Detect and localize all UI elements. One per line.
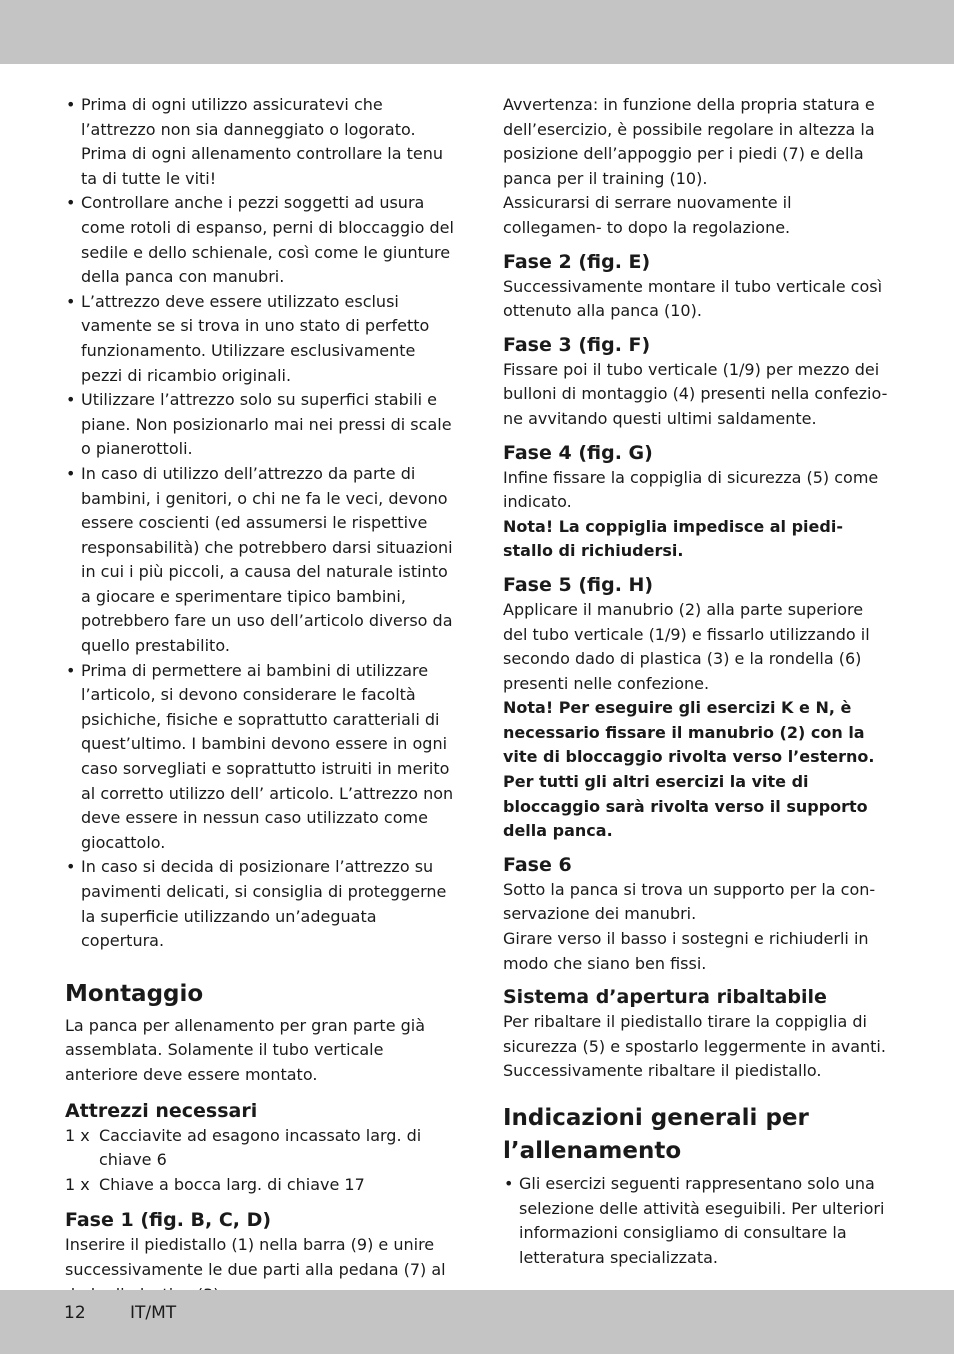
left-column bbox=[65, 93, 455, 1307]
fase6-text-2: Girare verso il basso i sostegni e richiuderli in modo che siano ben fissi. bbox=[503, 929, 869, 973]
language-code: IT/MT bbox=[130, 1303, 177, 1323]
fase6-heading: Fase 6 bbox=[503, 853, 572, 876]
list-item: • Gli esercizi seguenti rappresentano solo una selezione delle attività eseguibili. Per ulteriori informazioni consigliamo di consultare la letteratura specializzata. bbox=[503, 1172, 888, 1270]
header-band bbox=[0, 0, 954, 64]
tools-list bbox=[65, 1124, 455, 1198]
tool-text: Cacciavite ad esagono incassato larg. di chiave 6 bbox=[99, 1125, 422, 1170]
fase4-note: Nota! La coppiglia impedisce al piedi- stallo di richiudersi. bbox=[503, 516, 843, 561]
tool-qty: 1 x bbox=[65, 1174, 90, 1194]
indicazioni-heading: Indicazioni generali per l’allenamento bbox=[503, 1105, 809, 1164]
safety-bullets bbox=[65, 93, 455, 954]
tool-text: Chiave a bocca larg. di chiave 17 bbox=[99, 1174, 365, 1194]
warning-text: Avvertenza: in funzione della propria statura e dell’esercizio, è possibile regolare in altezza la posizione dell’appoggio per i piedi (7) e della panca per il training (10). bbox=[503, 95, 875, 188]
list-item: • Prima di permettere ai bambini di utilizzare l’articolo, si devono considerare le facoltà psichiche, fisiche e soprattutto caratteriali di quest’ultimo. I bambini devono essere in ogni caso sorvegliati e soprattutto istruiti in merito al corretto utilizzo dell’ articolo. L’attrezzo non deve essere in nessun caso utilizzato come giocattolo. bbox=[65, 659, 455, 856]
indicazioni-bullets bbox=[503, 1172, 888, 1270]
list-item: • In caso di utilizzo dell’attrezzo da parte di bambini, i genitori, o chi ne fa le veci, devono essere coscienti (ed assumersi le rispettive responsabilità) che potrebbero darsi situazioni in cui i più piccoli, a causa del naturale istinto a giocare e sperimentare tipico bambini, potrebbero fare un uso dell’articolo diverso da quello prestabilito. bbox=[65, 462, 455, 659]
right-column bbox=[503, 93, 888, 1270]
tool-item bbox=[65, 1124, 455, 1173]
list-item: • In caso si decida di posizionare l’attrezzo su pavimenti delicati, si consiglia di proteggerne la superficie utilizzando un’adeguata copertura. bbox=[65, 855, 455, 953]
fase1-heading: Fase 1 (fig. B, C, D) bbox=[65, 1209, 272, 1232]
montaggio-heading: Montaggio bbox=[65, 980, 204, 1007]
fase2-text: Successivamente montare il tubo verticale così ottenuto alla panca (10). bbox=[503, 276, 883, 321]
sistema-text: Per ribaltare il piedistallo tirare la coppiglia di sicurezza (5) e spostarlo leggermente in avanti. Successivamente ribaltare il piedistallo. bbox=[503, 1012, 886, 1081]
fase3-text: Fissare poi il tubo verticale (1/9) per mezzo dei bulloni di montaggio (4) presenti nella confezio- ne avvitando questi ultimi saldamente. bbox=[503, 359, 888, 428]
tools-heading: Attrezzi necessari bbox=[65, 1099, 258, 1122]
list-item: • Controllare anche i pezzi soggetti ad usura come rotoli di espanso, perni di bloccaggio del sedile e dello schienale, così come le giunture della panca con manubri. bbox=[65, 191, 455, 289]
fase2-heading: Fase 2 (fig. E) bbox=[503, 250, 651, 273]
fase4-heading: Fase 4 (fig. G) bbox=[503, 441, 653, 464]
fase4-text: Infine fissare la coppiglia di sicurezza (5) come indicato. bbox=[503, 467, 879, 512]
list-item: • L’attrezzo deve essere utilizzato esclusi vamente se si trova in uno stato di perfetto funzionamento. Utilizzare esclusivamente pezzi di ricambio originali. bbox=[65, 290, 455, 388]
fase3-heading: Fase 3 (fig. F) bbox=[503, 333, 651, 356]
fase5-text: Applicare il manubrio (2) alla parte superiore del tubo verticale (1/9) e fissarlo utilizzando il secondo dado di plastica (3) e la rondella (6) presenti nelle confezione. bbox=[503, 599, 870, 693]
list-item: • Prima di ogni utilizzo assicuratevi che l’attrezzo non sia danneggiato o logorato. Prima di ogni allenamento controllare la tenu ta di tutte le viti! bbox=[65, 93, 455, 191]
sistema-heading: Sistema d’apertura ribaltabile bbox=[503, 986, 827, 1009]
fase5-heading: Fase 5 (fig. H) bbox=[503, 573, 654, 596]
montaggio-text: La panca per allenamento per gran parte già assemblata. Solamente il tubo verticale anteriore deve essere montato. bbox=[65, 1015, 426, 1084]
fase1-text: Inserire il piedistallo (1) nella barra (9) e unire successivamente le due parti alla pedana (7) al bbox=[65, 1235, 446, 1279]
warning-text-2: Assicurarsi di serrare nuovamente il collegamen- to dopo la regolazione. bbox=[503, 193, 792, 237]
tool-item bbox=[65, 1173, 455, 1198]
tool-qty: 1 x bbox=[65, 1125, 90, 1145]
fase5-note: Nota! Per eseguire gli esercizi K e N, è necessario fissare il manubrio (2) con la vite di bloccaggio rivolta verso l’esterno. Per tutti gli altri esercizi la vite di bloccaggio sarà rivolta verso il supporto della panca. bbox=[503, 698, 875, 841]
fase6-text: Sotto la panca si trova un supporto per la con- servazione dei manubri. bbox=[503, 879, 876, 924]
page-number: 12 bbox=[64, 1303, 86, 1323]
list-item: • Utilizzare l’attrezzo solo su superfici stabili e piane. Non posizionarlo mai nei pressi di scale o pianerottoli. bbox=[65, 388, 455, 462]
